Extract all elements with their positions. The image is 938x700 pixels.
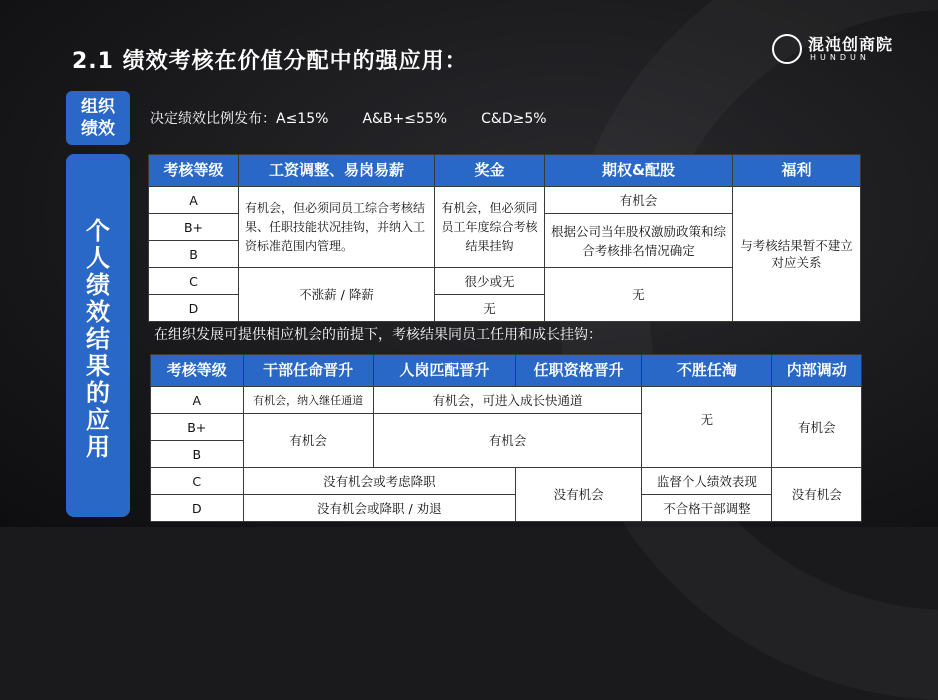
header-transfer: 内部调动 <box>772 355 862 387</box>
grade-cell: B+ <box>149 214 239 241</box>
header-cadre: 干部任命晋升 <box>243 355 373 387</box>
header-elimination: 不胜任淘 <box>642 355 772 387</box>
option-bottom-cell: 无 <box>545 268 733 322</box>
header-option: 期权&配股 <box>545 155 733 187</box>
header-qualification: 任职资格晋升 <box>516 355 642 387</box>
header-salary: 工资调整、易岗易薪 <box>239 155 435 187</box>
cadre-a-cell: 有机会，纳入继任通道 <box>243 387 373 414</box>
side-label: 个 人 绩 效 结 果 的 应 用 <box>86 217 110 461</box>
grade-cell: C <box>151 468 244 495</box>
middle-text: 在组织发展可提供相应机会的前提下，考核结果同员工任用和成长挂钩： <box>154 327 602 343</box>
tag-line-2: 绩效 <box>81 119 115 139</box>
header-bonus: 奖金 <box>435 155 545 187</box>
logo-en-text: HUNDUN <box>810 53 870 62</box>
grade-cell: D <box>149 295 239 322</box>
match-a-cell: 有机会，可进入成长快通道 <box>373 387 642 414</box>
tag-line-1: 组织 <box>81 97 115 117</box>
bonus-d-cell: 无 <box>435 295 545 322</box>
header-grade: 考核等级 <box>149 155 239 187</box>
grade-cell: A <box>151 387 244 414</box>
grade-cell: B+ <box>151 414 244 441</box>
org-performance-tag <box>66 91 130 145</box>
elim-c-cell: 监督个人绩效表现 <box>642 468 772 495</box>
salary-bottom-cell: 不涨薪 / 降薪 <box>239 268 435 322</box>
page-title: 2.1 绩效考核在价值分配中的强应用： <box>72 49 468 74</box>
ratio-cd: C&D≥5% <box>481 111 547 127</box>
option-mid-cell: 根据公司当年股权激励政策和综合考核排名情况确定 <box>545 214 733 268</box>
grade-cell: D <box>151 495 244 522</box>
logo-circle-icon <box>772 34 802 64</box>
move-top-cell: 有机会 <box>772 387 862 468</box>
match-bb-cell: 有机会 <box>373 414 642 468</box>
grade-cell: A <box>149 187 239 214</box>
reward-table <box>148 154 861 322</box>
elim-d-cell: 不合格干部调整 <box>642 495 772 522</box>
grade-cell: B <box>151 441 244 468</box>
d-cell: 没有机会或降职 / 劝退 <box>243 495 516 522</box>
background-ring <box>560 0 938 700</box>
header-grade: 考核等级 <box>151 355 244 387</box>
header-match: 人岗匹配晋升 <box>373 355 515 387</box>
cadre-bb-cell: 有机会 <box>243 414 373 468</box>
qual-cd-cell: 没有机会 <box>516 468 642 522</box>
bonus-top-cell: 有机会，但必须同员工年度综合考核结果挂钩 <box>435 187 545 268</box>
salary-top-cell: 有机会，但必须同员工综合考核结果、任职技能状况挂钩，并纳入工资标准范围内管理。 <box>239 187 435 268</box>
c-cell: 没有机会或考虑降职 <box>243 468 516 495</box>
ratio-ab: A&B+≤55% <box>362 111 448 127</box>
grade-cell: B <box>149 241 239 268</box>
ratio-line <box>150 108 547 128</box>
logo-cn-text: 混沌创商院 <box>808 35 894 54</box>
elim-top-cell: 无 <box>642 387 772 468</box>
option-a-cell: 有机会 <box>545 187 733 214</box>
ratio-a: A≤15% <box>276 111 329 127</box>
side-label-panel <box>66 154 130 517</box>
move-bottom-cell: 没有机会 <box>772 468 862 522</box>
header-welfare: 福利 <box>733 155 861 187</box>
grade-cell: C <box>149 268 239 295</box>
ratio-label: 决定绩效比例发布： <box>150 111 276 127</box>
brand-logo <box>772 32 912 66</box>
welfare-cell: 与考核结果暂不建立对应关系 <box>733 187 861 322</box>
bonus-c-cell: 很少或无 <box>435 268 545 295</box>
promotion-table <box>150 354 862 522</box>
